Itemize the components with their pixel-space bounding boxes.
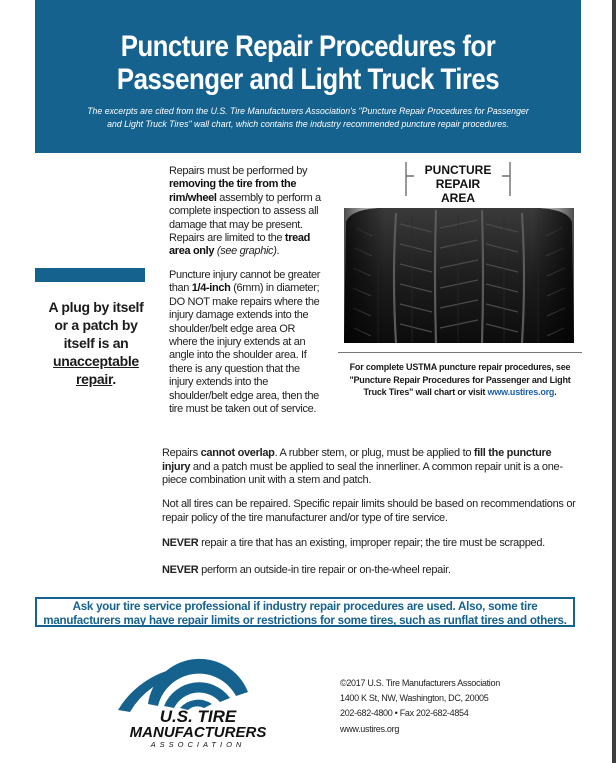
callout-line-1: A plug by itself <box>48 299 144 315</box>
title-line-2: Passenger and Light Truck Tires <box>116 63 500 96</box>
figure-caption <box>338 361 582 399</box>
text-run: . A rubber stem, or plug, must be applied to <box>274 447 474 459</box>
caption-end: . <box>554 387 557 397</box>
callout-line-5-end: . <box>112 371 116 387</box>
contact-info <box>340 676 500 737</box>
logo-line-1: U.S. TIRE <box>159 707 237 726</box>
text-run: perform an outside-in tire repair or on-the-wheel repair. <box>198 564 451 576</box>
never-outside-in-paragraph <box>162 564 582 578</box>
injury-size-paragraph <box>169 269 325 416</box>
figure-divider <box>338 352 582 353</box>
bold-run: removing the tire from the rim/wheel <box>169 178 297 204</box>
phone-fax: 202-682-4800 • Fax 202-682-4854 <box>340 708 469 719</box>
repair-limits-paragraph: Not all tires can be repaired. Specific repair limits should be based on recommendations or repair policy of the tire manufacturer and/or type of tire service. <box>162 498 576 524</box>
text-run: (6mm) in diameter; DO NOT make repairs where the injury damage extends into the shoulder/belt edge area OR where the injury extends at an angle into the shoulder area. If there is any question that the injury extends into the shoulder/belt edge area, then the tire must be taken out of service. <box>169 282 320 416</box>
callout-line-4: unacceptable <box>53 353 139 369</box>
repair-location-paragraph <box>169 165 321 259</box>
text-run: repair a tire that has an existing, improper repair; the tire must be scrapped. <box>198 537 545 549</box>
ustma-logo <box>108 656 288 748</box>
text-run: Repairs <box>162 447 201 459</box>
plug-patch-callout <box>38 298 154 388</box>
callout-line-2: or a patch by <box>54 317 138 333</box>
page-title <box>73 0 543 96</box>
bold-run: tread area only <box>169 232 311 258</box>
address: 1400 K St, NW, Washington, DC, 20005 <box>340 693 489 704</box>
bold-run: NEVER <box>162 537 199 549</box>
never-improper-paragraph <box>162 537 582 551</box>
callout-line-3: itself is an <box>63 335 129 351</box>
bold-run: fill the puncture injury <box>162 447 552 473</box>
copyright: ©2017 U.S. Tire Manufacturers Association <box>340 678 500 688</box>
italic-run: (see graphic) <box>216 245 277 258</box>
bold-run: cannot overlap <box>200 447 275 459</box>
viewer-edge <box>612 0 616 763</box>
text-run: and a patch must be applied to seal the innerliner. A common repair unit is a one-piece combination unit with a stem and patch. <box>162 460 563 487</box>
text-run: assembly to perform a complete inspection to assess all damage that may be present. Repairs are limited to the <box>169 191 321 245</box>
tire-image <box>344 208 574 343</box>
callout-line-5: repair <box>76 371 113 387</box>
caption-text: For complete USTMA puncture repair procedures, see "Puncture Repair Procedures for Passenger and Light Truck Tires" wall chart or visit <box>349 362 571 397</box>
label-puncture: PUNCTURE <box>424 163 492 177</box>
title-line-1: Puncture Repair Procedures for <box>120 30 496 63</box>
label-repair: REPAIR <box>435 177 481 191</box>
header-banner <box>35 0 581 153</box>
logo-line-2: MANUFACTURERS <box>129 724 267 741</box>
text-run: . <box>276 245 280 258</box>
overlap-paragraph <box>162 447 582 488</box>
tire-tread-figure <box>338 158 580 343</box>
bold-run: NEVER <box>162 564 199 576</box>
text-run: Puncture injury cannot be greater than <box>169 269 321 295</box>
website-link[interactable]: www.ustires.org <box>487 387 555 397</box>
bold-run: 1/4-inch <box>191 282 231 295</box>
website[interactable]: www.ustires.org <box>340 723 400 734</box>
left-accent-bar <box>35 268 145 282</box>
logo-line-3: ASSOCIATION <box>150 740 246 748</box>
label-area: AREA <box>440 191 476 205</box>
notice-box: Ask your tire service professional if industry repair procedures are used. Also, some tire manufacturers may have repair limits or restrictions for some tires, such as runflat tires and others. <box>35 597 575 627</box>
header-subtitle: The excerpts are cited from the U.S. Tire Manufacturers Association's "Puncture Repair Procedures for Passenger and Light Truck Tires" wall chart, which contains the industry recommended puncture repair procedures. <box>87 106 529 130</box>
text-run: Repairs must be performed by <box>169 165 308 177</box>
